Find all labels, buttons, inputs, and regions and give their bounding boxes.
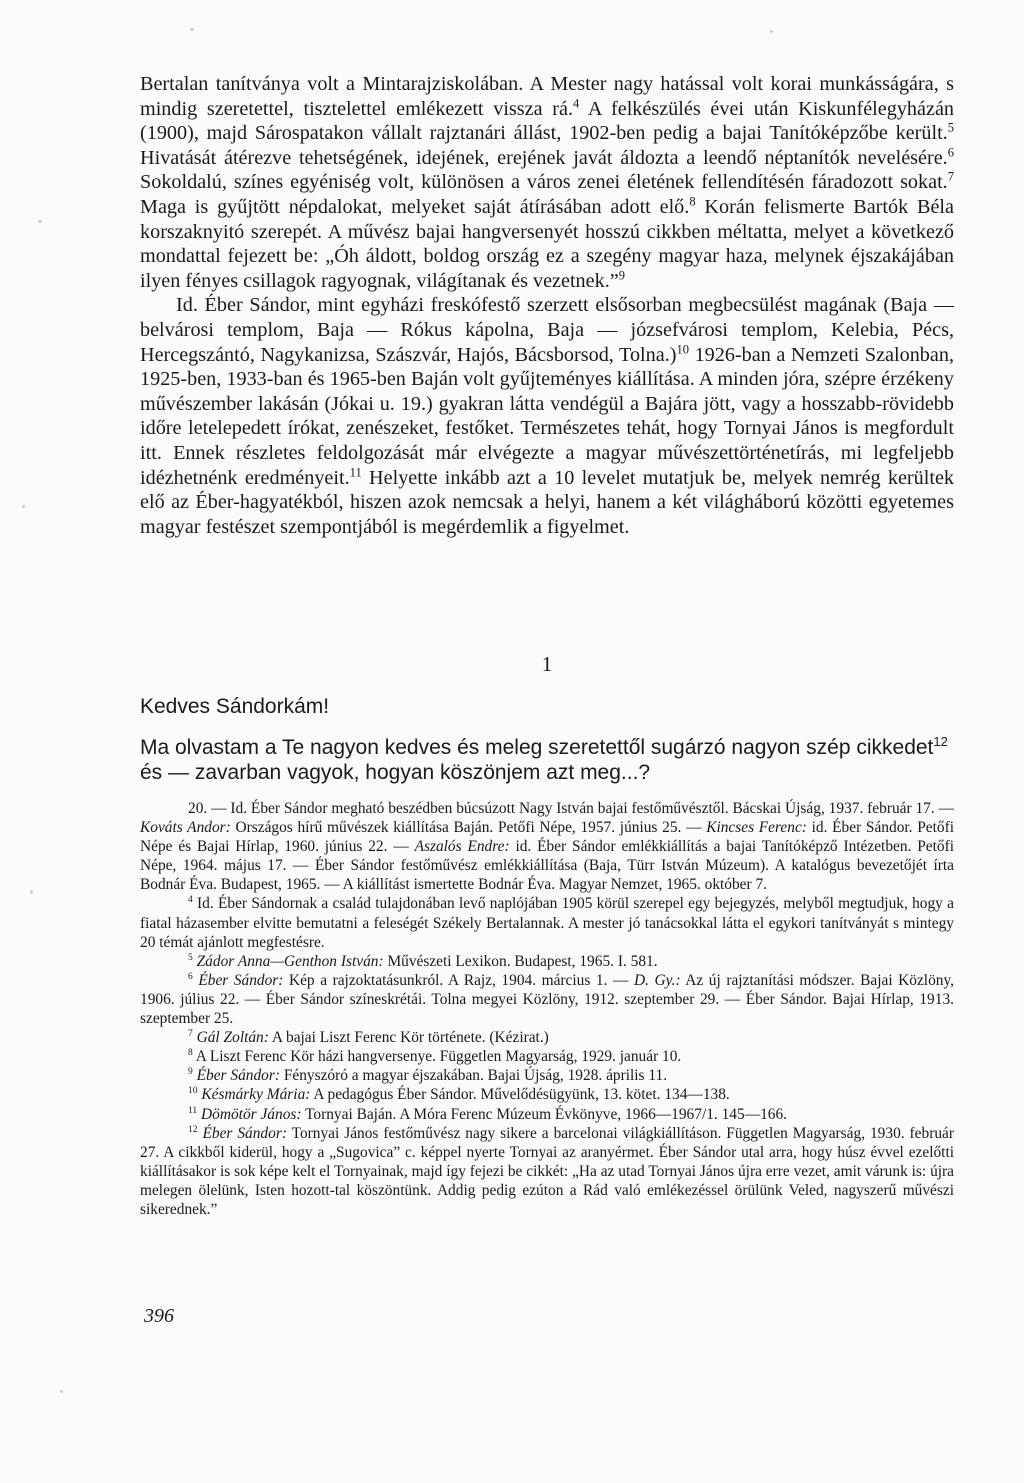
footnote-8: $^8$ A Liszt Ferenc Kör házi hangversenye. Független Magyarság, 1929. január 10. xyxy=(188,1047,682,1066)
text-run: Helyette inkább azt a 10 levelet mutatjuk be, melyek nemrég kerültek elő az Éber-hagyatékból, hiszen azok nemcsak a helyi, hanem a két világháború közötti egyetemes magyar festészet szempontjából is megérdemlik a figyelmet. xyxy=(140,466,955,538)
scan-speck xyxy=(770,30,773,33)
scan-speck xyxy=(22,505,25,508)
footnote-ref: 7 xyxy=(947,169,954,184)
footnote-ref: 11 xyxy=(349,464,362,479)
text-run: A felkészülés évei után Kiskunfélegyházán (1900), majd Sárospatakon vállalt rajztanári állást, 1902-ben pedig a bajai Tanítóképzőbe került. xyxy=(140,97,954,145)
footnote-ref: 10 xyxy=(676,341,689,356)
footnote-12: $^{12}$ Éber Sándor: Tornyai János festőművész nagy sikere a barcelonai világkiállításon. Független Magyarság, 1930. február 27. A cikkből kiderül, hogy a „Sugovica” c. képpel nyerte Tornyai az aranyérmet. Éber Sándor utal arra, hogy húsz évvel ezelőtti kiállításakor is sok képe kelt el Tornyainak, majd így fejezi be cikkét: „Ha az utad Tornyai János újra erre vezet, amit várunk is: újra melegen ölelünk, Isten hozott-tal köszöntünk. Addig pedig ezúton a Rád való emlékezéssel örülünk Veled, nagyszerű művészi sikerednek.” xyxy=(140,1123,954,1218)
page-number: 396 xyxy=(144,1305,174,1327)
body-text xyxy=(140,72,954,539)
letter-salutation: Kedves Sándorkám! xyxy=(140,695,330,718)
scan-speck xyxy=(190,28,194,31)
text-run: és — zavarban vagyok, hogyan köszönjem azt meg...? xyxy=(140,761,651,784)
footnote-7: $^7$ Gál Zoltán: A bajai Liszt Ferenc Kör története. (Kézirat.) xyxy=(188,1028,549,1047)
footnote-10: $^{10}$ Késmárky Mária: A pedagógus Éber Sándor. Művelődésügyünk, 13. kötet. 134—138. xyxy=(188,1085,730,1104)
text-run: 1926-ban a Nemzeti Szalonban, 1925-ben, 1933-ban és 1965-ben Baján volt gyűjteményes kiállítása. A minden jóra, szépre érzékeny művészember lakásán (Jókai u. 19.) gyakran látta vendégül a Bajára jött, vagy a hosszabb-rövidebb időre letelepedett írókat, zenészeket, festőket. Természetes tehát, hogy Tornyai János is megfordult itt. Ennek részletes feldolgozását már elvégezte a magyar művészettörténetírás, mi legfeljebb idézhetnénk eredményeit. xyxy=(140,343,954,489)
letter-number: 1 xyxy=(541,652,553,676)
footnotes xyxy=(140,799,954,1219)
text-run: Hivatását átérezve tehetségének, idejének, erejének javát áldozta a leendő néptanítók nevelésére. xyxy=(140,146,948,169)
paragraph-1 xyxy=(140,72,954,293)
footnote-ref: 9 xyxy=(618,268,625,283)
scan-speck xyxy=(38,220,42,223)
footnote-5: $^5$ Zádor Anna—Genthon István: Művészeti Lexikon. Budapest, 1965. I. 581. xyxy=(188,951,658,970)
footnote-ref: 8 xyxy=(689,194,696,209)
footnote-6: $^6$ Éber Sándor: Kép a rajzoktatásunkról. A Rajz, 1904. március 1. — D. Gy.: Az új rajztanítási módszer. Bajai Közlöny, 1906. július 22. — Éber Sándor színeskrétái. Tolna megyei Közlöny, 1912. szeptember 29. — Éber Sándor. Bajai Hírlap, 1913. szeptember 25. xyxy=(140,970,955,1028)
text-run: Korán felismerte Bartók Béla korszaknyitó szerepét. A művész bajai hangversenyét hosszú cikkben méltatta, melyet a következő mondattal fejezett be: „Óh áldott, boldog ország ez a szegény magyar haza, melynek éjszakájában ilyen fényes csillagok ragyognak, világítanak és vezetnek.” xyxy=(140,195,954,292)
text-run: Sokoldalú, színes egyéniség volt, különösen a város zenei életének fellendítésén fáradozott sokat. xyxy=(140,171,948,194)
footnote-9: $^9$ Éber Sándor: Fényszóró a magyar éjszakában. Bajai Újság, 1928. április 11. xyxy=(188,1066,668,1085)
letter-body xyxy=(140,735,954,785)
text-run: Ma olvastam a Te nagyon kedves és meleg szeretettől sugárzó nagyon szép cikkedet xyxy=(140,736,934,759)
footnote-ref: 12 xyxy=(933,734,948,749)
paragraph-2 xyxy=(140,293,954,539)
footnote-4: $^4$ Id. Éber Sándornak a család tulajdonában levő naplójában 1905 körül szerepel egy bejegyzés, melyből megtudjuk, hogy a fiatal házasember elvitte bemutatni a feleségét Székely Bertalannak. A mester jó tanácsokkal látta el egykori tanítványát s mintegy 20 témát ajánlott megfestésre. xyxy=(140,894,954,951)
footnote-ref: 5 xyxy=(947,120,954,135)
footnote-ref: 6 xyxy=(947,145,954,160)
text-run: Maga is gyűjtött népdalokat, melyeket saját átírásában adott elő. xyxy=(140,195,690,218)
footnote-ref: 4 xyxy=(573,95,580,110)
text-run: Bertalan tanítványa volt a Mintarajziskolában. A Mester nagy hatással volt korai munkásságára, s mindig szeretettel, tisztelettel emlékezett vissza rá. xyxy=(140,73,954,120)
scan-speck xyxy=(30,890,33,894)
footnote-20: 20. — Id. Éber Sándor megható beszédben búcsúzott Nagy István bajai festőművésztől. Bácskai Újság, 1937. február 17. — Kováts Andor: Országos hírű művészek kiállítása Baján. Petőfi Népe, 1957. június 25. — Kincses Ferenc: id. Éber Sándor. Petőfi Népe és Bajai Hírlap, 1960. június 22. — Aszalós Endre: id. Éber Sándor emlékkiállítás a bajai Tanítóképző Intézetben. Petőfi Népe, 1964. május 17. — Éber Sándor festőművész emlékkiállítása (Baja, Türr István Múzeum). A katalógus bevezetőjét írta Bodnár Éva. Budapest, 1965. — A kiállítást ismertette Bodnár Éva. Magyar Nemzet, 1965. október 7. xyxy=(140,800,954,894)
footnote-11: $^{11}$ Dömötör János: Tornyai Baján. A Móra Ferenc Múzeum Évkönyve, 1966—1967/1. 145—166. xyxy=(188,1104,788,1123)
scan-speck xyxy=(60,1390,63,1393)
text-run: Id. Éber Sándor, mint egyházi freskófestő szerzett elsősorban megbecsülést magának (Baja — belvárosi templom, Baja — Rókus kápolna, Baja — józsefvárosi templom, Kelebia, Pécs, Hercegszántó, Nagykanizsa, Szászvár, Hajós, Bácsborsod, Tolna.) xyxy=(140,294,954,366)
